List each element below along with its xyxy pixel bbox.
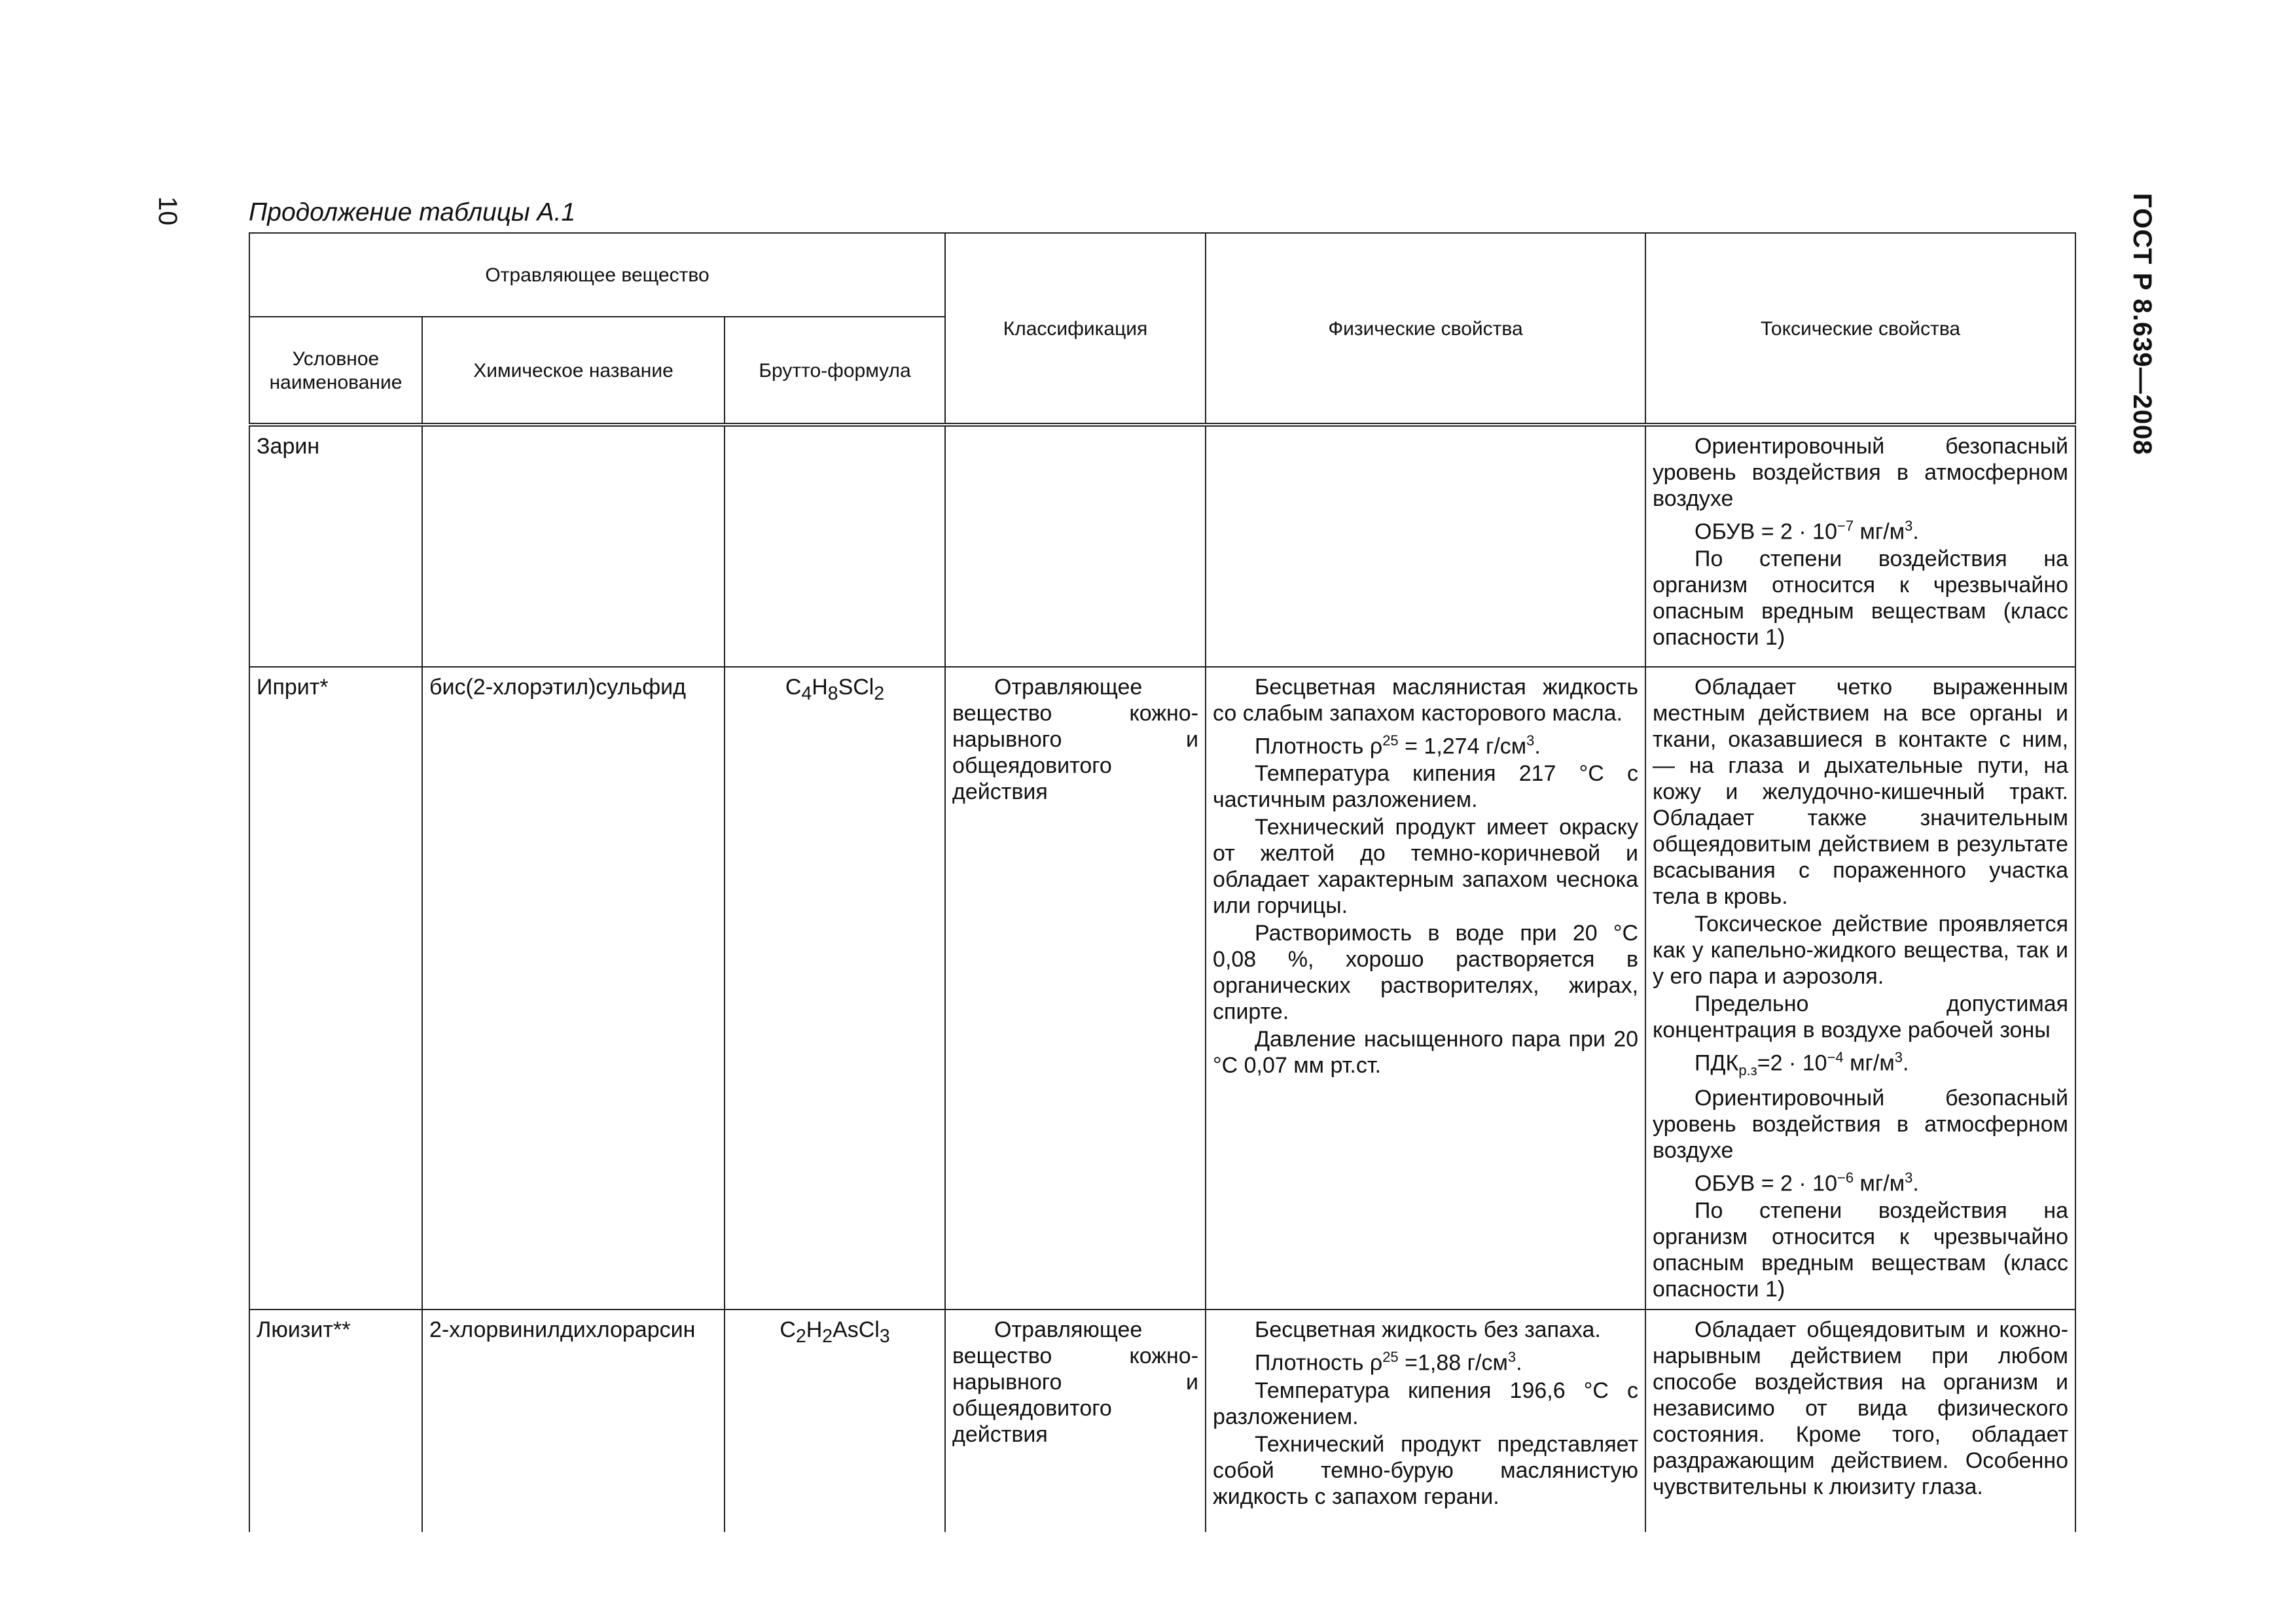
cell-paragraph: Технический продукт представляет собой темно-бурую маслянистую жидкость с запахом герани. xyxy=(1213,1431,1639,1509)
cell-classification xyxy=(945,667,1206,1310)
cell-chemical-name: бис(2-хлорэтил)сульфид xyxy=(422,667,725,1310)
header-classification: Классификация xyxy=(945,233,1206,425)
cell-paragraph: Токсическое действие проявляется как у капельно-жидкого вещества, так и у его пара и аэрозоля. xyxy=(1653,912,2069,989)
table-row xyxy=(249,425,2075,667)
cell-toxic xyxy=(1645,1310,2075,1532)
cell-paragraph: По степени воздействия на организм относится к чрезвычайно опасным вредным веществам (класс опасности 1) xyxy=(1653,546,2069,651)
cell-formula xyxy=(725,425,945,667)
cell-paragraph: По степени воздействия на организм относится к чрезвычайно опасным вредным веществам (класс опасности 1) xyxy=(1653,1198,2069,1302)
gross-formula-text: $C_4H_8SCl_2$ xyxy=(785,675,885,704)
document-code: ГОСТ Р 8.639—2008 xyxy=(2128,193,2157,455)
table-caption: Продолжение таблицы А.1 xyxy=(249,198,576,226)
cell-paragraph: Бесцветная маслянистая жидкость со слабым запахом касторового масла. xyxy=(1213,675,1639,726)
cell-name: Зарин xyxy=(249,425,422,667)
cell-paragraph: Обладает общеядовитым и кожно-нарывным действием при любом способе воздействия на организм и независимо от вида физического состояния. Кроме того, обладает раздражающим действием. Особенно чувствительны к люизиту глаза. xyxy=(1653,1317,2069,1500)
header-chemical-name: Химическое название xyxy=(422,317,725,425)
classification-text: Отравляющее вещество кожно-нарывного и общеядовитого действия xyxy=(952,1317,1199,1448)
cell-name: Иприт* xyxy=(249,667,422,1310)
table-row xyxy=(249,667,2075,1310)
header-agent-group: Отравляющее вещество xyxy=(249,233,945,317)
cell-physical xyxy=(1206,1310,1645,1532)
cell-paragraph: Плотность $\rho^{25} = 1,274$ $г/см^3$. xyxy=(1255,732,1541,759)
header-conventional-name: Условное наименование xyxy=(249,317,422,425)
cell-chemical-name: 2-хлорвинилдихлорарсин xyxy=(422,1310,725,1532)
cell-classification xyxy=(945,1310,1206,1532)
cell-paragraph: Обладает четко выраженным местным действием на все органы и ткани, оказавшиеся в контакте с ним, — на глаза и дыхательные пути, на кожу и желудочно-кишечный тракт. Обладает также значительным общеядовитым действием в результате всасывания с пораженного участка тела в кровь. xyxy=(1653,675,2069,909)
gross-formula-text: $C_2H_2AsCl_3$ xyxy=(780,1317,890,1347)
cell-paragraph: ОБУВ = $2 \cdot 10^{-6}$ $мг/м^3$. xyxy=(1695,1169,1919,1196)
substance-table xyxy=(249,232,2076,1532)
header-gross-formula: Брутто-формула xyxy=(725,317,945,425)
cell-paragraph: Температура кипения 196,6 °С с разложением. xyxy=(1213,1378,1639,1429)
cell-paragraph: $ПДК_{р.з}=2 \cdot 10^{-4}$ $мг/м^3$. xyxy=(1695,1049,1909,1079)
classification-text: Отравляющее вещество кожно-нарывного и общеядовитого действия xyxy=(952,675,1199,804)
cell-formula xyxy=(725,1310,945,1532)
cell-physical xyxy=(1206,425,1645,667)
page-number: 10 xyxy=(153,196,182,226)
header-physical-properties: Физические свойства xyxy=(1206,233,1645,425)
cell-paragraph: Давление насыщенного пара при 20 °С 0,07 мм рт.ст. xyxy=(1213,1027,1639,1079)
cell-name: Люизит** xyxy=(249,1310,422,1532)
cell-paragraph: Плотность $\rho^{25} =1,88$ $г/см^3$. xyxy=(1255,1349,1522,1376)
cell-paragraph: Ориентировочный безопасный уровень воздействия в атмосферном воздухе xyxy=(1653,1086,2069,1164)
cell-chemical-name xyxy=(422,425,725,667)
cell-paragraph: Температура кипения 217 °С с частичным разложением. xyxy=(1213,761,1639,813)
table-row xyxy=(249,1310,2075,1532)
cell-formula xyxy=(725,667,945,1310)
header-toxic-properties: Токсические свойства xyxy=(1645,233,2075,425)
cell-physical xyxy=(1206,667,1645,1310)
cell-toxic xyxy=(1645,425,2075,667)
cell-paragraph: ОБУВ = $2 \cdot 10^{-7}$ $мг/м^3$. xyxy=(1695,518,1919,544)
cell-classification xyxy=(945,425,1206,667)
cell-paragraph: Предельно допустимая концентрация в воздухе рабочей зоны xyxy=(1653,991,2069,1043)
cell-paragraph: Бесцветная жидкость без запаха. xyxy=(1255,1317,1601,1343)
cell-paragraph: Растворимость в воде при 20 °С 0,08 %, хорошо растворяется в органических растворителях, жирах, спирте. xyxy=(1213,921,1639,1025)
cell-toxic xyxy=(1645,667,2075,1310)
cell-paragraph: Технический продукт имеет окраску от желтой до темно-коричневой и обладает характерным запахом чеснока или горчицы. xyxy=(1213,815,1639,919)
cell-paragraph: Ориентировочный безопасный уровень воздействия в атмосферном воздухе xyxy=(1653,434,2069,511)
